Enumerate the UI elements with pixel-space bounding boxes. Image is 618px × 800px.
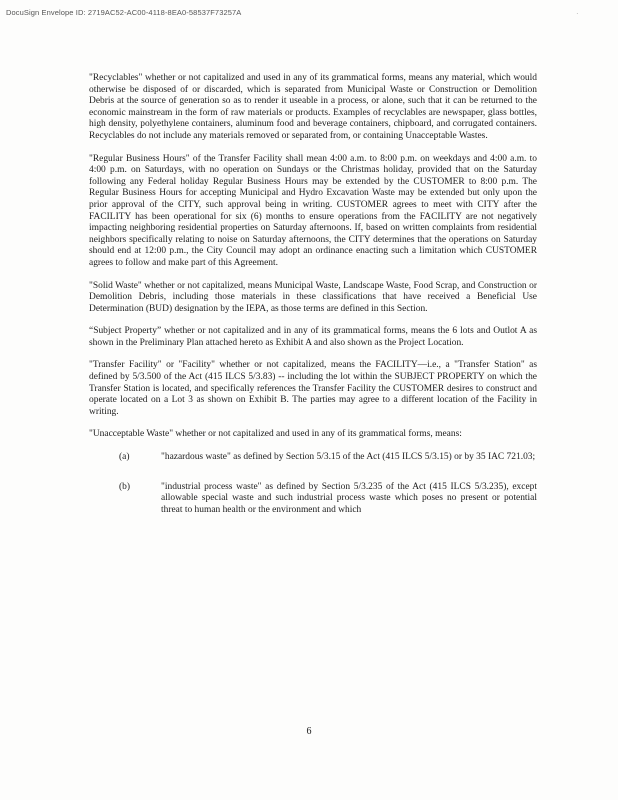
page-number: 6 <box>306 726 312 737</box>
definition-transfer-facility: "Transfer Facility" or "Facility" whether or not capitalized, means the FACILITY—i.e., a "Transfer Station" as defined by 5/3.500 of the Act (415 ILCS 5/3.83) -- including the lot within the SUBJECT PROPERTY on which the Transfer Station is located, and specifically references the Transfer Facility the CUSTOMER desires to construct and operate located on a Lot 3 as shown on Exhibit B. The parties may agree to a different location of the Facility in writing. <box>89 360 537 417</box>
list-marker: (b) <box>119 481 131 492</box>
docusign-envelope-id: DocuSign Envelope ID: 2719AC52-AC00-4118-8EA0-58537F73257A <box>6 8 242 17</box>
list-item <box>89 482 537 517</box>
document-body <box>89 73 537 527</box>
list-marker: (a) <box>119 452 130 463</box>
definition-solid-waste: "Solid Waste" whether or not capitalized, means Municipal Waste, Landscape Waste, Food Scrap, and Construction or Demolition Debris, including those materials in these classifications that have received a Beneficial Use Determination (BUD) designation by the IEPA, as those terms are defined in this Section. <box>89 280 537 314</box>
list-item-text: "hazardous waste" as defined by Section 5/3.15 of the Act (415 ILCS 5/3.15) or by 35 IAC 721.03; <box>161 452 536 463</box>
unacceptable-waste-list <box>89 452 537 516</box>
corner-mark: . <box>576 10 578 16</box>
definition-unacceptable-waste: "Unacceptable Waste" whether or not capitalized and used in any of its grammatical forms, means: <box>89 429 462 440</box>
definition-regular-business-hours: "Regular Business Hours" of the Transfer Facility shall mean 4:00 a.m. to 8:00 p.m. on weekdays and 4:00 a.m. to 4:00 p.m. on Saturdays, with no operation on Sundays or the Christmas holiday, provided that on the Saturday following any Federal holiday Regular Business Hours may be extended by the CUSTOMER to 8:00 p.m. The Regular Business Hours for accepting Municipal and Hydro Excavation Waste may be extended but only upon the prior approval of the CITY, such approval being in writing. CUSTOMER agrees to meet with CITY after the FACILITY has been operational for six (6) months to ensure operations from the FACILITY are not negatively impacting neighboring residential properties on Saturday afternoons. If, based on written complaints from residential neighbors specifically relating to noise on Saturday afternoons, the CITY determines that the operations on Saturday should end at 12:00 p.m., the City Council may adopt an ordinance enacting such a limitation which CUSTOMER agrees to follow and make part of this Agreement. <box>89 153 537 268</box>
list-item-text: "industrial process waste" as defined by Section 5/3.235 of the Act (415 ILCS 5/3.235), except allowable special waste and such industrial process waste which poses no present or potential threat to human health or the environment and which <box>161 481 537 515</box>
list-item <box>89 452 537 464</box>
definition-subject-property: “Subject Property” whether or not capitalized and in any of its grammatical forms, means the 6 lots and Outlot A as shown in the Preliminary Plan attached hereto as Exhibit A and also shown as the Project Location. <box>89 326 537 348</box>
definition-recyclables: "Recyclables" whether or not capitalized and used in any of its grammatical forms, means any material, which would otherwise be disposed of or discarded, which is separated from Municipal Waste or Construction or Demolition Debris at the source of generation so as to render it useable in a process, or alone, such that it can be returned to the economic mainstream in the form of raw materials or products. Examples of recyclables are newspaper, glass bottles, high density, polyethylene containers, aluminum food and beverage containers, chipboard, and corrugated containers. Recyclables do not include any materials removed or separated from, or containing Unacceptable Wastes. <box>89 73 537 141</box>
